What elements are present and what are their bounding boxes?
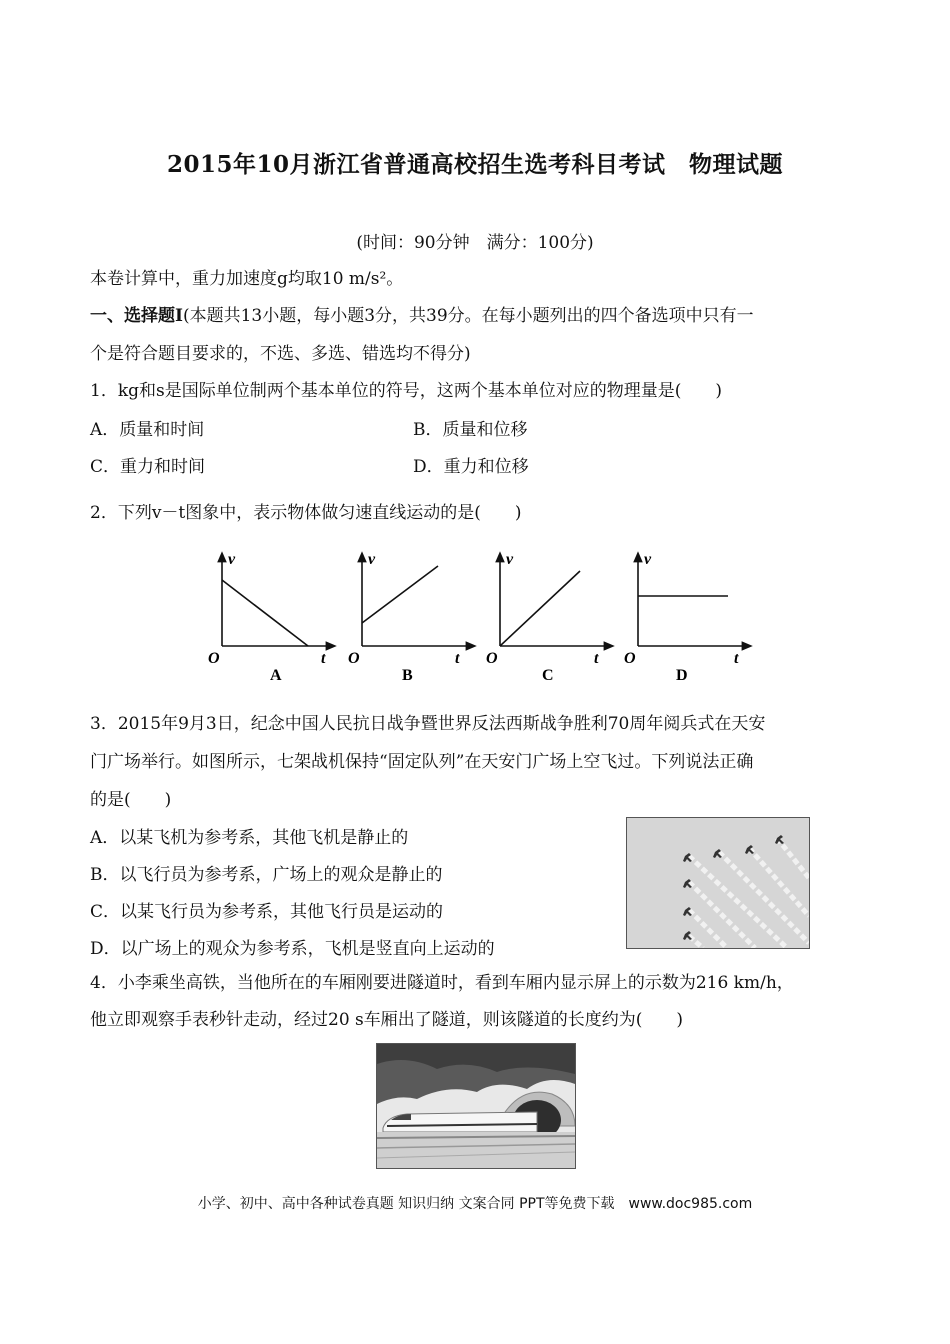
graph-c-label: C: [542, 667, 554, 684]
graph-b-v: v: [368, 551, 376, 568]
q1-option-b: B．质量和位移: [413, 420, 528, 440]
section1-desc-1: (本题共13小题，每小题3分，共39分。在每小题列出的四个备选项中只有一: [182, 306, 754, 326]
graph-a-line: [222, 580, 308, 646]
time-info: (时间：90分钟 满分：100分): [356, 233, 594, 253]
graph-d-label: D: [676, 667, 688, 684]
graph-d-origin: O: [624, 650, 636, 667]
q1-stem: 1．kg和s是国际单位制两个基本单位的符号，这两个基本单位对应的物理量是( ): [90, 381, 722, 401]
graph-a-v: v: [228, 551, 236, 568]
graph-c-line: [500, 571, 580, 646]
graph-a: [208, 551, 332, 684]
page-title: 2015年10月浙江省普通高校招生选考科目考试 物理试题: [166, 151, 784, 178]
vt-graphs: [200, 548, 760, 688]
graph-d: [624, 551, 748, 684]
graph-c-v: v: [506, 551, 514, 568]
graph-a-label: A: [270, 667, 282, 684]
graph-b: [348, 551, 472, 684]
graph-b-t: t: [455, 650, 460, 667]
jets-formation-photo: [626, 817, 810, 949]
q3-option-d: D．以广场上的观众为参考系，飞机是竖直向上运动的: [90, 939, 495, 959]
q3-option-c: C．以某飞行员为参考系，其他飞行员是运动的: [90, 902, 444, 922]
q3-stem-3: 的是( ): [90, 790, 172, 810]
graph-d-t: t: [734, 650, 739, 667]
graph-c-t: t: [594, 650, 599, 667]
q1-option-c: C．重力和时间: [90, 457, 206, 477]
graph-b-label: B: [402, 667, 413, 684]
q4-stem-1: 4．小李乘坐高铁，当他所在的车厢刚要进隧道时，看到车厢内显示屏上的示数为216 km/h，: [90, 973, 794, 993]
section1-heading: 一、选择题Ⅰ: [90, 306, 183, 326]
q3-option-a: A．以某飞机为参考系，其他飞机是静止的: [90, 828, 409, 848]
footer-text: 小学、初中、高中各种试卷真题 知识归纳 文案合同 PPT等免费下载 www.doc985.com: [197, 1196, 753, 1212]
graph-a-t: t: [321, 650, 326, 667]
gravity-note: 本卷计算中，重力加速度g均取10 m/s²。: [90, 269, 404, 289]
graph-d-v: v: [644, 551, 652, 568]
q3-option-b: B．以飞行员为参考系，广场上的观众是静止的: [90, 865, 443, 885]
train-tunnel-photo: [376, 1043, 576, 1169]
q1-option-d: D．重力和位移: [413, 457, 529, 477]
graph-b-origin: O: [348, 650, 360, 667]
q3-stem-1: 3．2015年9月3日，纪念中国人民抗日战争暨世界反法西斯战争胜利70周年阅兵式在天安: [90, 714, 766, 734]
q2-stem: 2．下列v－t图象中，表示物体做匀速直线运动的是( ): [90, 503, 522, 523]
section1-desc-2: 个是符合题目要求的，不选、多选、错选均不得分): [90, 344, 471, 364]
graph-c: [486, 551, 610, 684]
graph-c-origin: O: [486, 650, 498, 667]
graph-a-origin: O: [208, 650, 220, 667]
q1-option-a: A．质量和时间: [90, 420, 205, 440]
graph-b-line: [362, 566, 438, 623]
q4-stem-2: 他立即观察手表秒针走动，经过20 s车厢出了隧道，则该隧道的长度约为( ): [90, 1010, 684, 1030]
section1-line1: [90, 305, 754, 327]
q3-stem-2: 门广场举行。如图所示，七架战机保持“固定队列”在天安门广场上空飞过。下列说法正确: [90, 752, 754, 772]
